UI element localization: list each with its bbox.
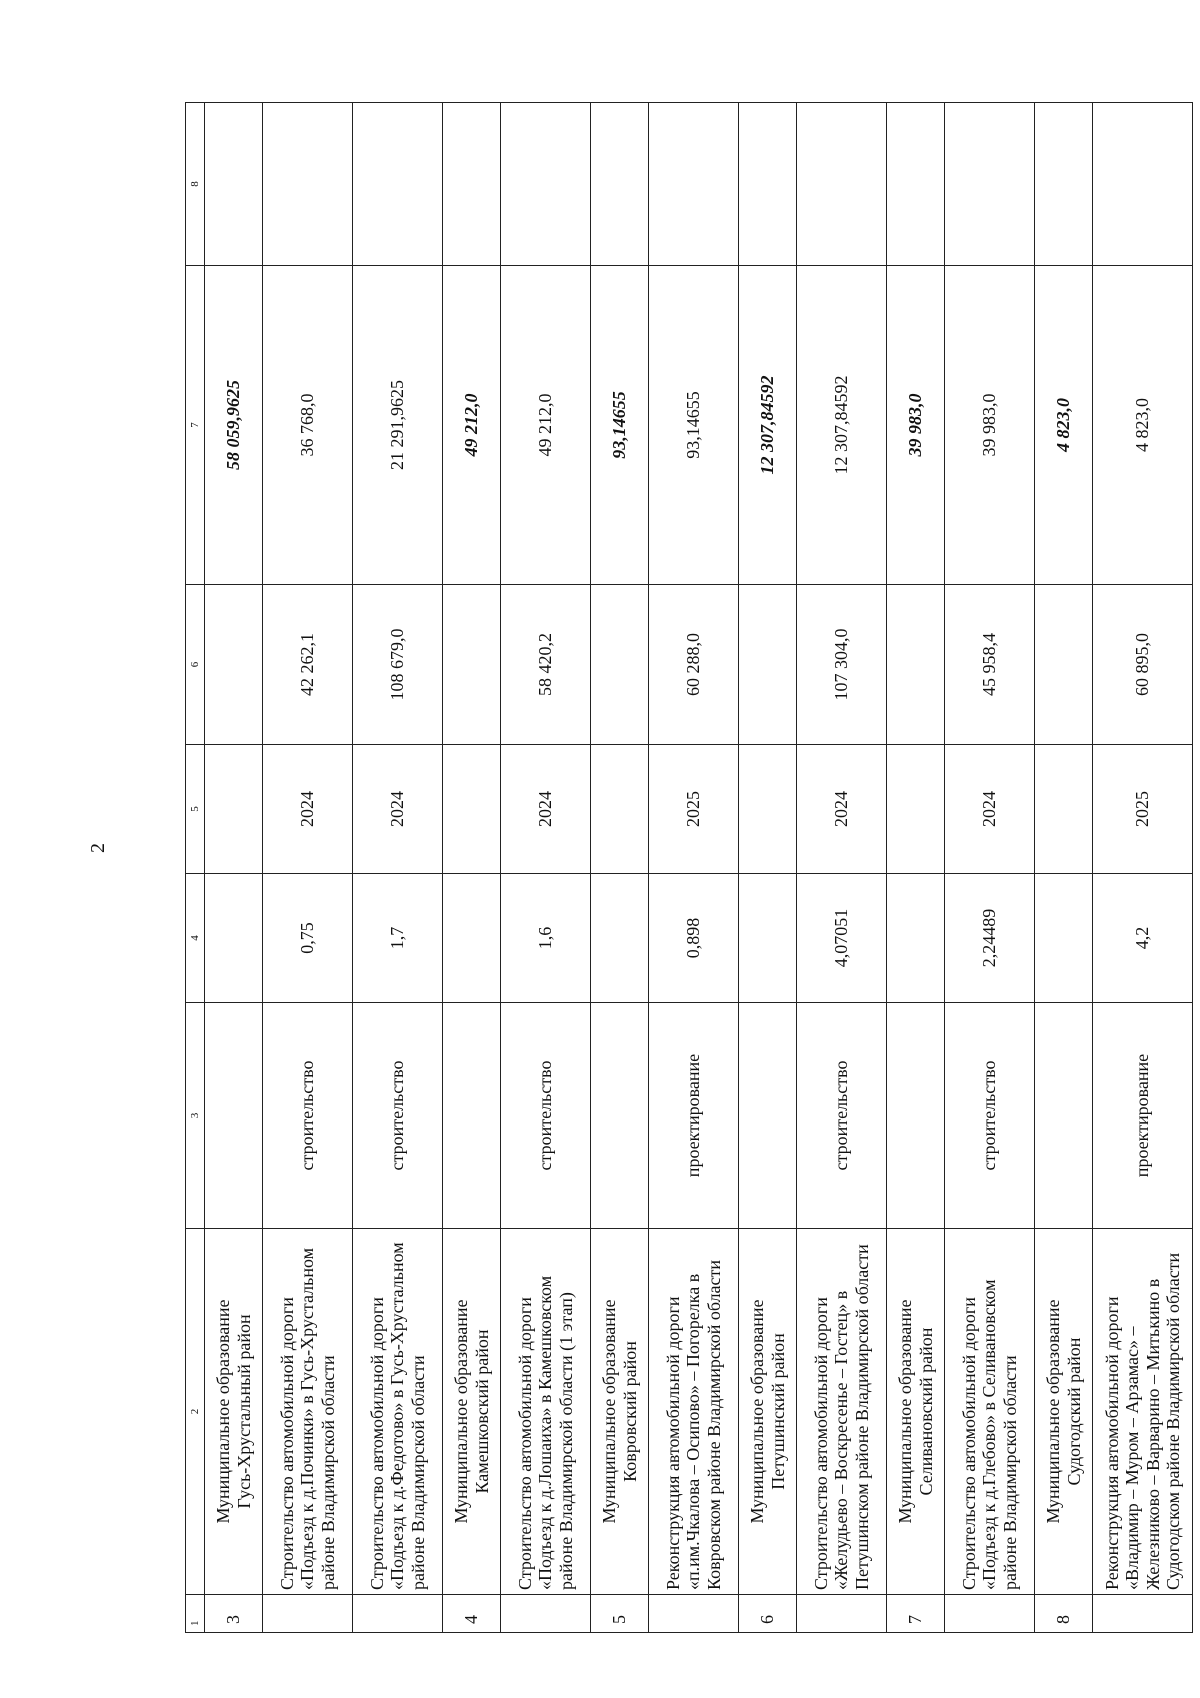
cost-cell (887, 585, 945, 745)
length-cell (205, 874, 263, 1003)
cost-cell (443, 585, 501, 745)
note-cell (353, 103, 443, 266)
work-type-cell (739, 1003, 797, 1229)
estimated-cost: 108 679,0 (353, 585, 443, 745)
completion-year: 2024 (797, 745, 887, 874)
municipality-total: 58 059,9625 (205, 266, 263, 585)
municipality-row (739, 103, 797, 1633)
note-cell (591, 103, 649, 266)
object-row (353, 103, 443, 1633)
work-type-cell (443, 1003, 501, 1229)
table-body (205, 103, 1193, 1633)
object-name: Реконструкция автомобильной дороги «п.им.Чкалова – Осипово» – Погорелка в Ковровском районе Владимирской области (649, 1229, 739, 1595)
estimated-cost: 60 288,0 (649, 585, 739, 745)
year-cell (443, 745, 501, 874)
work-type: строительство (797, 1003, 887, 1229)
estimated-cost: 107 304,0 (797, 585, 887, 745)
row-number (1093, 1595, 1193, 1633)
object-row (1093, 103, 1193, 1633)
cost-cell (739, 585, 797, 745)
row-number: 6 (739, 1595, 797, 1633)
length-cell (739, 874, 797, 1003)
column-number: 7 (186, 266, 205, 585)
funding-amount: 49 212,0 (501, 266, 591, 585)
estimated-cost: 45 958,4 (945, 585, 1035, 745)
work-type: строительство (263, 1003, 353, 1229)
municipality-name: Муниципальное образование Петушинский район (739, 1229, 797, 1595)
year-cell (887, 745, 945, 874)
column-number: 6 (186, 585, 205, 745)
note-cell (263, 103, 353, 266)
municipality-total: 4 823,0 (1035, 266, 1093, 585)
object-name: Строительство автомобильной дороги «Желудьево – Воскресенье – Гостец» в Петушинском районе Владимирской области (797, 1229, 887, 1595)
municipality-row (591, 103, 649, 1633)
object-name: Реконструкция автомобильной дороги «Владимир – Муром – Арзамас» – Железниково – Варварино – Митькино в Судогодском районе Владимирской области (1093, 1229, 1193, 1595)
object-name: Строительство автомобильной дороги «Подъезд к д.Глебово» в Селивановском районе Владимирской области (945, 1229, 1035, 1595)
object-row (501, 103, 591, 1633)
completion-year: 2024 (501, 745, 591, 874)
year-cell (591, 745, 649, 874)
object-name: Строительство автомобильной дороги «Подъезд к д.Федотово» в Гусь-Хрустальном районе Владимирской области (353, 1229, 443, 1595)
row-number: 8 (1035, 1595, 1093, 1633)
page-number: 2 (87, 843, 109, 853)
estimated-cost: 60 895,0 (1093, 585, 1193, 745)
row-number (263, 1595, 353, 1633)
municipality-name: Муниципальное образование Ковровский район (591, 1229, 649, 1595)
object-name: Строительство автомобильной дороги «Подъезд к д.Лошаиха» в Камешковском районе Владимирской области (1 этап) (501, 1229, 591, 1595)
work-type-cell (1035, 1003, 1093, 1229)
object-row (649, 103, 739, 1633)
road-length: 0,898 (649, 874, 739, 1003)
funding-amount: 93,14655 (649, 266, 739, 585)
note-cell (945, 103, 1035, 266)
work-type-cell (591, 1003, 649, 1229)
row-number: 4 (443, 1595, 501, 1633)
note-cell (739, 103, 797, 266)
municipality-row (1035, 103, 1093, 1633)
municipality-total: 12 307,84592 (739, 266, 797, 585)
year-cell (1035, 745, 1093, 874)
municipality-total: 39 983,0 (887, 266, 945, 585)
object-name: Строительство автомобильной дороги «Подъезд к д.Починки» в Гусь-Хрустальном районе Владимирской области (263, 1229, 353, 1595)
work-type-cell (887, 1003, 945, 1229)
road-length: 1,6 (501, 874, 591, 1003)
completion-year: 2024 (263, 745, 353, 874)
column-number: 8 (186, 103, 205, 266)
note-cell (501, 103, 591, 266)
funding-amount: 12 307,84592 (797, 266, 887, 585)
municipality-name: Муниципальное образование Судогодский район (1035, 1229, 1093, 1595)
municipality-row (443, 103, 501, 1633)
year-cell (739, 745, 797, 874)
column-number: 5 (186, 745, 205, 874)
note-cell (797, 103, 887, 266)
column-number-row (186, 103, 205, 1633)
municipality-name: Муниципальное образование Гусь-Хрустальный район (205, 1229, 263, 1595)
work-type-cell (205, 1003, 263, 1229)
estimated-cost: 58 420,2 (501, 585, 591, 745)
completion-year: 2025 (1093, 745, 1193, 874)
column-number: 4 (186, 874, 205, 1003)
completion-year: 2025 (649, 745, 739, 874)
funding-amount: 39 983,0 (945, 266, 1035, 585)
row-number (501, 1595, 591, 1633)
municipality-total: 49 212,0 (443, 266, 501, 585)
cost-cell (205, 585, 263, 745)
row-number (649, 1595, 739, 1633)
note-cell (1093, 103, 1193, 266)
note-cell (1035, 103, 1093, 266)
length-cell (1035, 874, 1093, 1003)
municipality-total: 93,14655 (591, 266, 649, 585)
object-row (945, 103, 1035, 1633)
completion-year: 2024 (945, 745, 1035, 874)
column-number: 3 (186, 1003, 205, 1229)
municipality-name: Муниципальное образование Селивановский район (887, 1229, 945, 1595)
objects-table (185, 102, 1193, 1633)
row-number: 3 (205, 1595, 263, 1633)
road-length: 4,07051 (797, 874, 887, 1003)
work-type: строительство (353, 1003, 443, 1229)
road-length: 2,24489 (945, 874, 1035, 1003)
note-cell (443, 103, 501, 266)
work-type: проектирование (649, 1003, 739, 1229)
note-cell (649, 103, 739, 266)
year-cell (205, 745, 263, 874)
length-cell (887, 874, 945, 1003)
work-type: строительство (501, 1003, 591, 1229)
row-number (353, 1595, 443, 1633)
column-number: 1 (186, 1595, 205, 1633)
road-length: 0,75 (263, 874, 353, 1003)
cost-cell (591, 585, 649, 745)
work-type: строительство (945, 1003, 1035, 1229)
row-number: 7 (887, 1595, 945, 1633)
length-cell (591, 874, 649, 1003)
completion-year: 2024 (353, 745, 443, 874)
row-number: 5 (591, 1595, 649, 1633)
municipality-row (205, 103, 263, 1633)
column-number: 2 (186, 1229, 205, 1595)
object-row (263, 103, 353, 1633)
municipality-row (887, 103, 945, 1633)
object-row (797, 103, 887, 1633)
note-cell (205, 103, 263, 266)
estimated-cost: 42 262,1 (263, 585, 353, 745)
row-number (945, 1595, 1035, 1633)
road-length: 4,2 (1093, 874, 1193, 1003)
cost-cell (1035, 585, 1093, 745)
funding-amount: 36 768,0 (263, 266, 353, 585)
row-number (797, 1595, 887, 1633)
rotated-table-container (185, 103, 1183, 1633)
road-length: 1,7 (353, 874, 443, 1003)
funding-amount: 4 823,0 (1093, 266, 1193, 585)
work-type: проектирование (1093, 1003, 1193, 1229)
note-cell (887, 103, 945, 266)
length-cell (443, 874, 501, 1003)
municipality-name: Муниципальное образование Камешковский район (443, 1229, 501, 1595)
funding-amount: 21 291,9625 (353, 266, 443, 585)
